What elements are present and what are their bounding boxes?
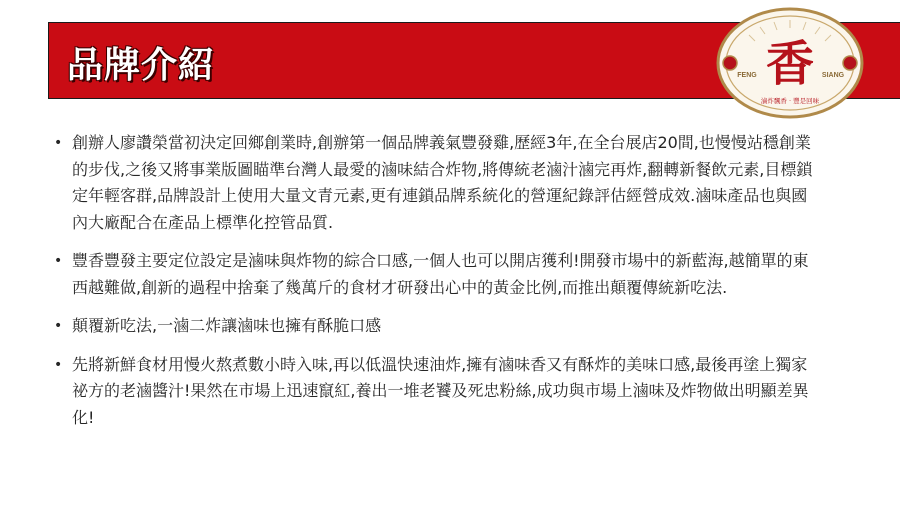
logo-right-text: SIANG — [821, 72, 845, 79]
logo-left-text: FENG — [737, 72, 757, 79]
logo-right-badge — [843, 56, 857, 70]
logo-left-badge — [723, 56, 737, 70]
bullet-dot-icon: • — [54, 253, 63, 269]
bullet-text: 創辦人廖讚榮當初決定回鄉創業時,創辦第一個品牌義氣豐發雞,歷經3年,在全台展店20間,也慢慢站穩創業的步伐,之後又將事業版圖瞄準台灣人最愛的滷味結合炸物,將傳統老滷汁滷完再炸,翻轉新餐飲元素,目標鎖定年輕客群,品牌設計上使用大量文青元素,更有連鎖品牌系統化的營運紀錄評估經營成效.滷味產品也與國內大廠配合在產品上標準化控管品質. — [72, 133, 813, 232]
bullet-text: 顛覆新吃法,一滷二炸讓滷味也擁有酥脆口感 — [72, 316, 382, 335]
bullet-text: 先將新鮮食材用慢火熬煮數小時入味,再以低溫快速油炸,擁有滷味香又有酥炸的美味口感,最後再塗上獨家祕方的老滷醬汁!果然在市場上迅速竄紅,養出一堆老饕及死忠粉絲,成功與市場上滷味及炸物做出明顯差異化! — [72, 354, 809, 427]
bullet-item — [52, 313, 822, 340]
bullet-item — [52, 130, 822, 236]
bullet-item — [52, 352, 822, 432]
bullet-text: 豐香豐發主要定位設定是滷味與炸物的綜合口感,一個人也可以開店獲利!開發市場中的新藍海,越簡單的東西越難做,創新的過程中捨棄了幾萬斤的食材才研發出心中的黃金比例,而推出顛覆傳統新吃法. — [72, 251, 809, 297]
bullet-dot-icon: • — [54, 356, 63, 373]
page-title: 品牌介紹 — [67, 45, 216, 86]
bullet-item — [52, 248, 822, 301]
logo-main-char: 香 — [765, 36, 815, 92]
bullet-list — [52, 130, 822, 443]
brand-logo — [714, 6, 866, 120]
bullet-dot-icon: • — [54, 318, 63, 334]
logo-tagline: 滷炸飄香 · 豐是回味 — [760, 97, 820, 105]
bullet-dot-icon: • — [54, 135, 63, 151]
